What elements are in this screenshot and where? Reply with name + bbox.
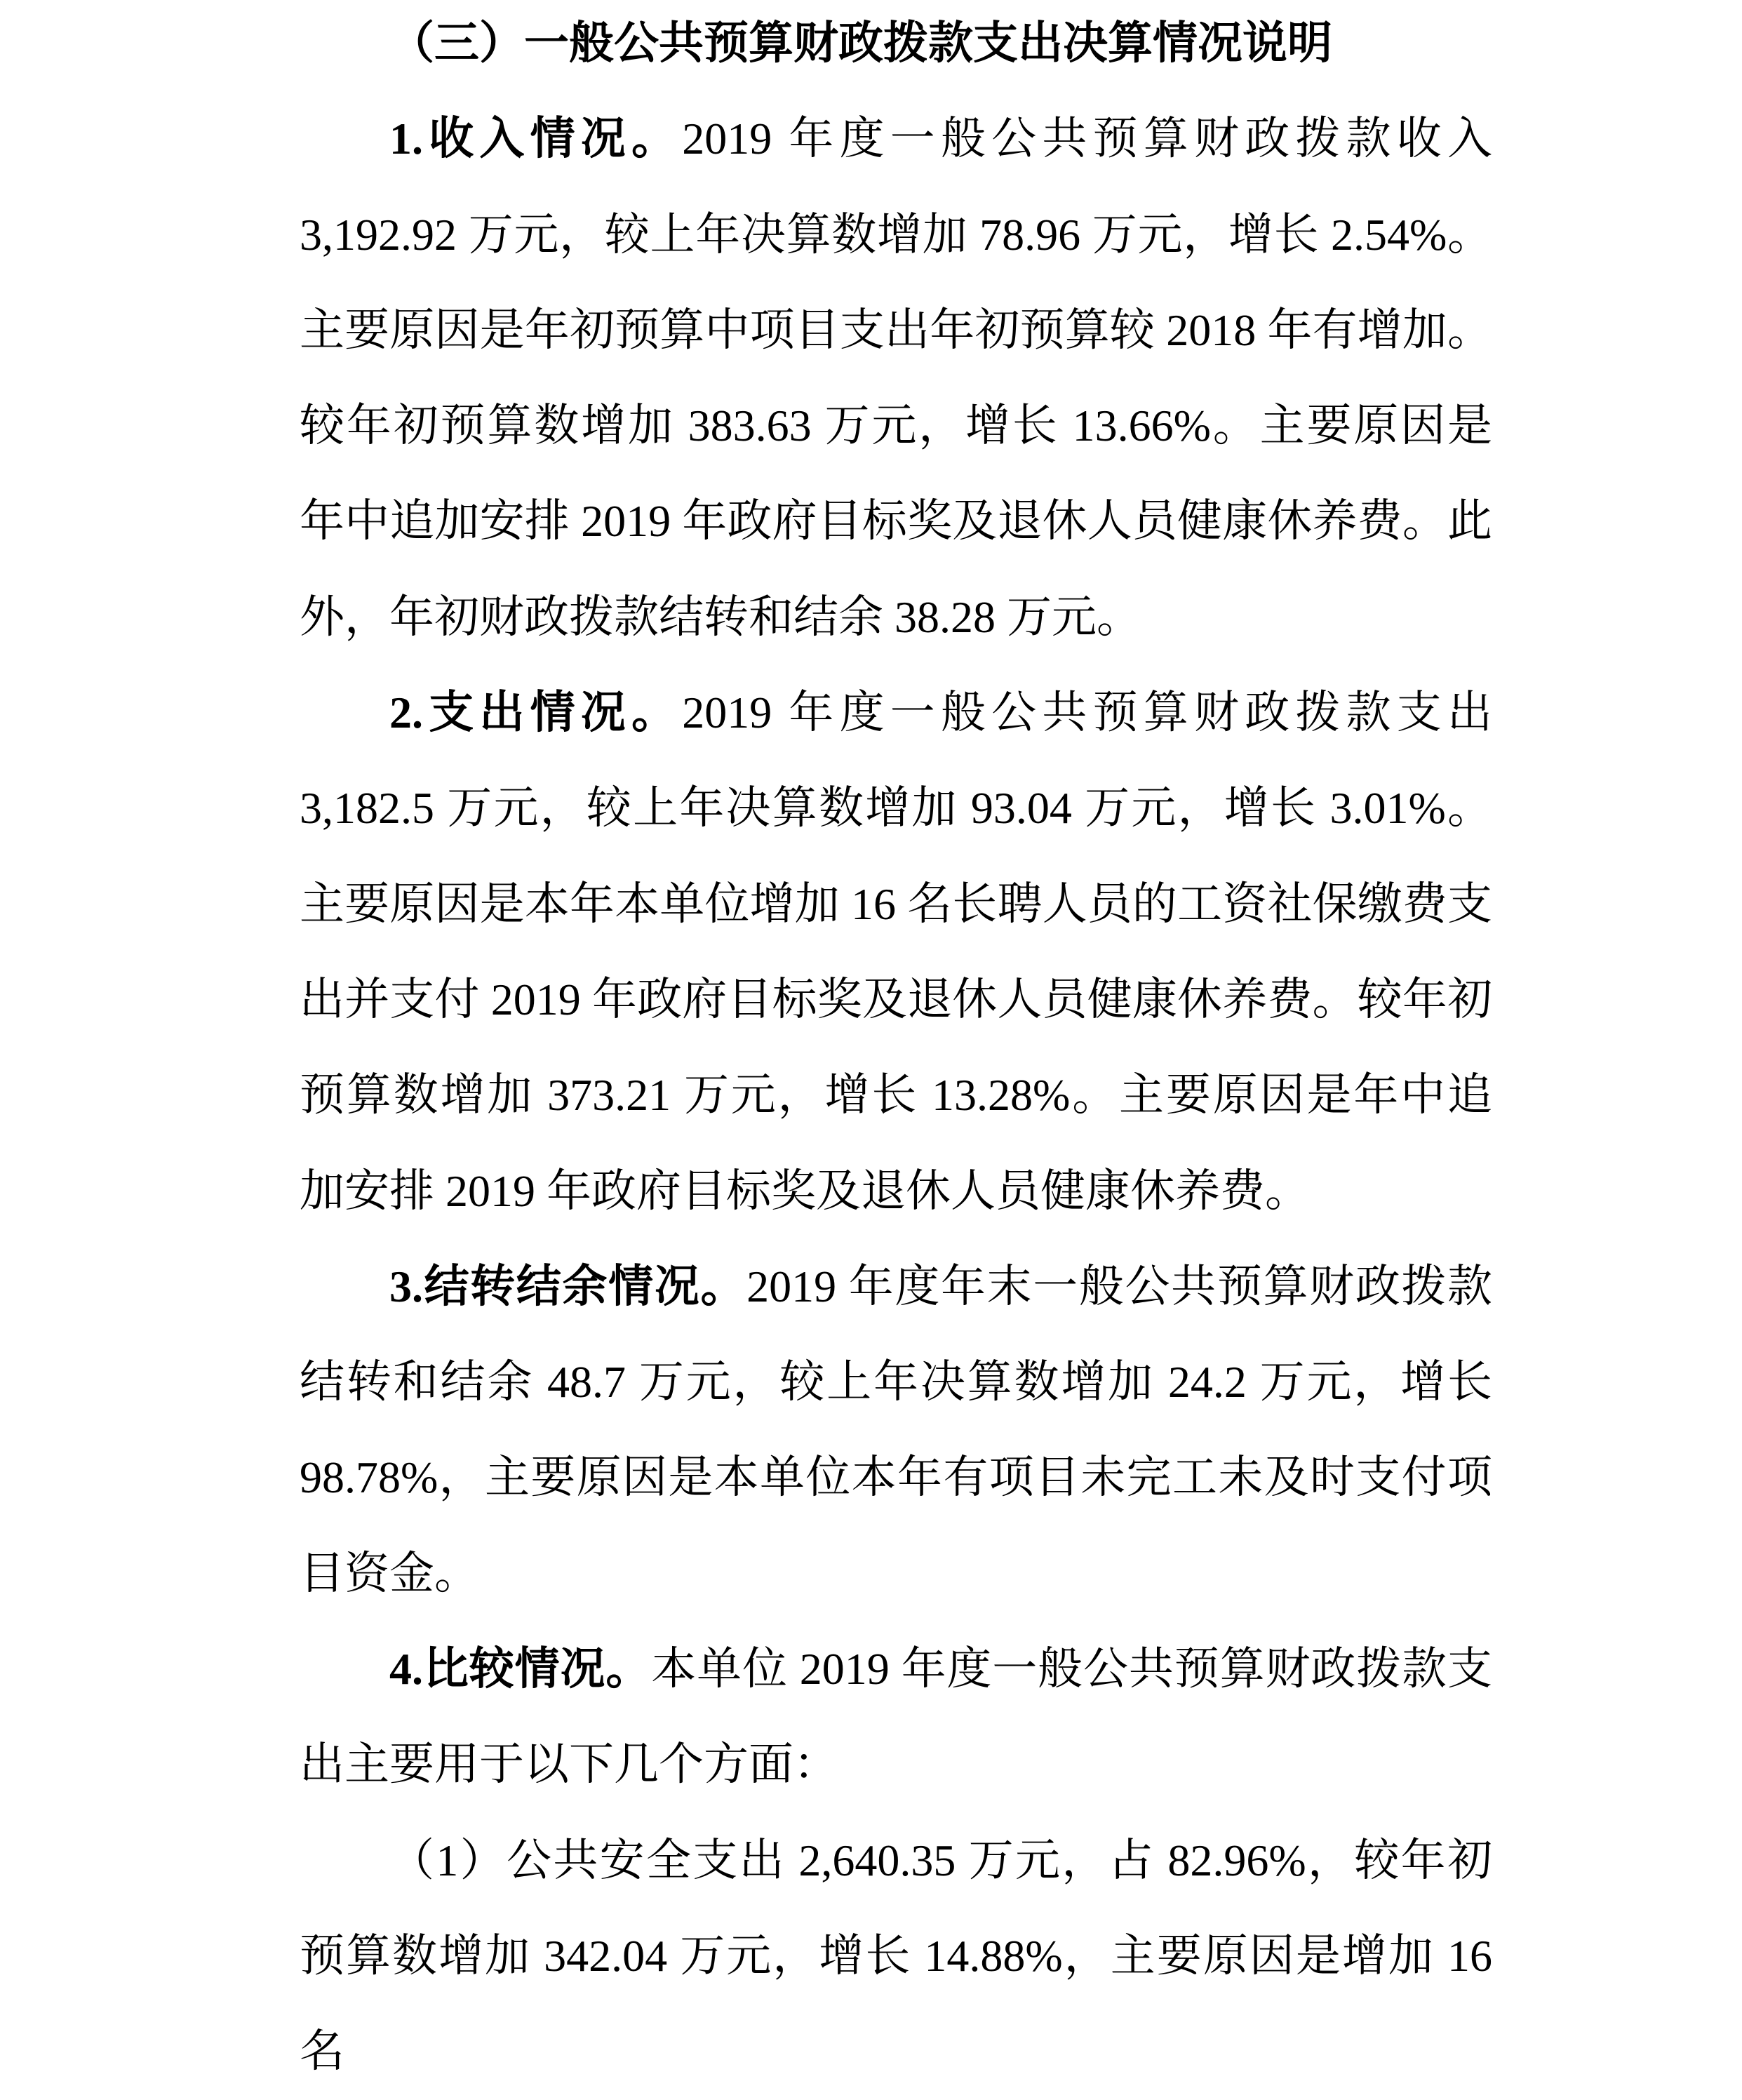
paragraph-label: 3.结转结余情况。 xyxy=(389,1261,747,1311)
document-text-block xyxy=(300,0,1492,2100)
paragraph: （1）公共安全支出 2,640.35 万元，占 82.96%，较年初预算数增加 342.04 万元，增长 14.88%，主要原因是增加 16 名 xyxy=(300,1835,1492,2077)
section-heading-text: （三）一般公共预算财政拨款支出决算情况说明 xyxy=(389,18,1332,68)
paragraph: 2.支出情况。2019 年度一般公共预算财政拨款支出 3,182.5 万元，较上年决算数增加 93.04 万元，增长 3.01%。主要原因是本年本单位增加 16 名长聘人员的工资社保缴费支出并支付 2019 年政府目标奖及退休人员健康休养费。较年初预算数增加 373.21 万元，增长 13.28%。主要原因是年中追加安排 2019 年政府目标奖及退休人员健康休养费。 xyxy=(300,688,1493,1216)
paragraph-label: 1.收入情况。 xyxy=(389,114,683,164)
paragraph: 4.比较情况。本单位 2019 年度一般公共预算财政拨款支出主要用于以下几个方面： xyxy=(300,1644,1492,1790)
section-heading xyxy=(300,0,1492,91)
paragraph: 3.结转结余情况。2019 年度年末一般公共预算财政拨款结转和结余 48.7 万元，较上年决算数增加 24.2 万元，增长 98.78%，主要原因是本单位本年有项目未完工未及时支付项目资金。 xyxy=(300,1261,1493,1598)
paragraph: 1.收入情况。2019 年度一般公共预算财政拨款收入 3,192.92 万元，较上年决算数增加 78.96 万元，增长 2.54%。主要原因是年初预算中项目支出年初预算较 2018 年有增加。较年初预算数增加 383.63 万元，增长 13.66%。主要原因是年中追加安排 2019 年政府目标奖及退休人员健康休养费。此外，年初财政拨款结转和结余 38.28 万元。 xyxy=(300,114,1493,642)
paragraph-label: 4.比较情况。 xyxy=(389,1644,652,1694)
paragraph-label: 2.支出情况。 xyxy=(389,688,683,738)
paragraph-container xyxy=(300,91,1492,2099)
